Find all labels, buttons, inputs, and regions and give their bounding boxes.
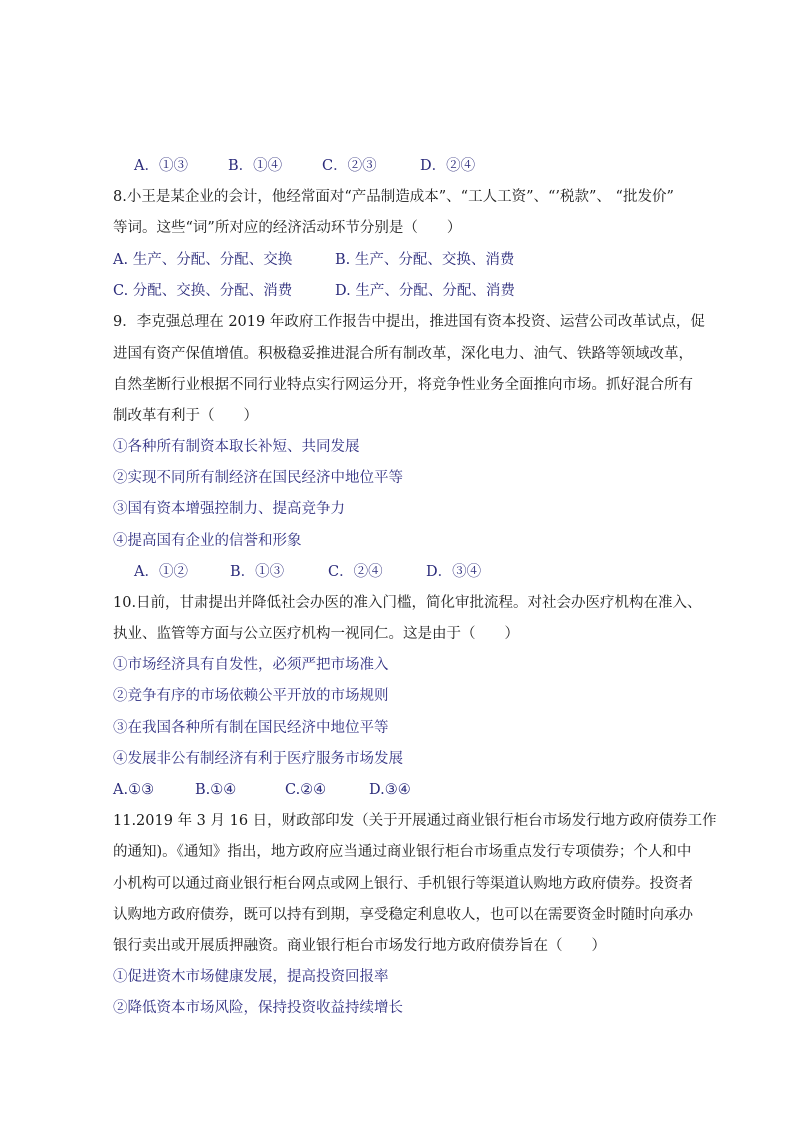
- q9-choice-d: D．③④: [426, 564, 482, 580]
- q9-statement-3: ③国有资本增强控制力、提高竞争力: [113, 501, 345, 517]
- q10-choice-d: D.③④: [369, 782, 411, 798]
- q10-statement-1: ①市场经济具有自发性，必须严把市场准入: [113, 657, 389, 673]
- q8-option-d: D. 生产、分配、分配、消费: [335, 283, 515, 299]
- q11-statement-2: ②降低资本市场风险，保持投资收益持续增长: [113, 1000, 403, 1016]
- q11-stem-line-2: 的通知)。《通知》指出，地方政府应当通过商业银行柜台市场重点发行专项债券；个人和中: [113, 844, 692, 860]
- q7-choice-d: D．②④: [420, 158, 476, 174]
- q9-stem-line-2: 进国有资产保值增值。积极稳妥推进混合所有制改革，深化电力、油气、铁路等领域改革，: [113, 346, 693, 362]
- q8-options-row-2: [113, 281, 593, 301]
- q9-choices: [134, 562, 554, 582]
- q11-stem-line-1: 11.2019 年 3 月 16 日，财政部印发（关于开展通过商业银行柜台市场发行地方政府债券工作: [113, 813, 717, 829]
- q10-stem-line-1: 10.日前，甘肃提出并降低社会办医的准入门槛，简化审批流程。对社会办医疗机构在准入、: [113, 595, 702, 611]
- q9-stem-line-3: 自然垄断行业根据不同行业特点实行网运分开，将竞争性业务全面推向市场。抓好混合所有: [113, 377, 693, 393]
- q10-statement-2: ②竞争有序的市场依赖公平开放的市场规则: [113, 688, 389, 704]
- q7-choice-b: B．①④: [228, 158, 283, 174]
- q10-stem-line-2: 执业、监管等方面与公立医疗机构一视同仁。这是由于（ ）: [113, 626, 519, 642]
- q10-choice-b: B.①④: [195, 782, 237, 798]
- q10-statement-3: ③在我国各种所有制在国民经济中地位平等: [113, 720, 389, 736]
- q10-statement-4: ④发展非公有制经济有利于医疗服务市场发展: [113, 751, 403, 767]
- q9-stem-line-4: 制改革有利于（ ）: [113, 408, 258, 424]
- q9-choice-b: B．①③: [230, 564, 285, 580]
- q11-stem-line-4: 认购地方政府债券，既可以持有到期，享受稳定利息收人，也可以在需要资金时随时向承办: [113, 907, 693, 923]
- q9-statement-4: ④提高国有企业的信誉和形象: [113, 533, 302, 549]
- q10-choice-a: A.①③: [113, 782, 155, 798]
- q11-stem-line-3: 小机构可以通过商业银行柜台网点或网上银行、手机银行等渠道认购地方政府债券。投资者: [113, 876, 693, 892]
- q8-option-a: A. 生产、分配、分配、交换: [113, 252, 293, 268]
- q7-choices: [134, 156, 554, 176]
- q8-stem-line-1: 8.小王是某企业的会计，他经常面对“产品制造成本”、“工人工资”、“’税款”、 “批发价”: [113, 189, 674, 205]
- q11-stem-line-5: 银行卖出或开展质押融资。商业银行柜台市场发行地方政府债券旨在（ ）: [113, 938, 606, 954]
- q7-choice-c: C．②③: [322, 158, 377, 174]
- q10-choice-c: C.②④: [285, 782, 327, 798]
- q9-statement-2: ②实现不同所有制经济在国民经济中地位平等: [113, 470, 403, 486]
- q8-option-c: C. 分配、交换、分配、消费: [113, 283, 293, 299]
- q9-choice-a: A．①②: [134, 564, 188, 580]
- q8-option-b: B. 生产、分配、交换、消费: [335, 252, 515, 268]
- q9-stem-line-1: 9．李克强总理在 2019 年政府工作报告中提出，推进国有资本投资、运营公司改革试点，促: [113, 314, 705, 330]
- q8-stem-line-2: 等词。这些“词”所对应的经济活动环节分别是（ ）: [113, 220, 462, 236]
- q9-statement-1: ①各种所有制资本取长补短、共同发展: [113, 439, 360, 455]
- q9-choice-c: C．②④: [328, 564, 383, 580]
- q8-options-row-1: [113, 250, 593, 270]
- q10-choices: [113, 780, 533, 800]
- q11-statement-1: ①促进资木市场健康发展，提高投资回报率: [113, 969, 389, 985]
- q7-choice-a: A．①③: [134, 158, 188, 174]
